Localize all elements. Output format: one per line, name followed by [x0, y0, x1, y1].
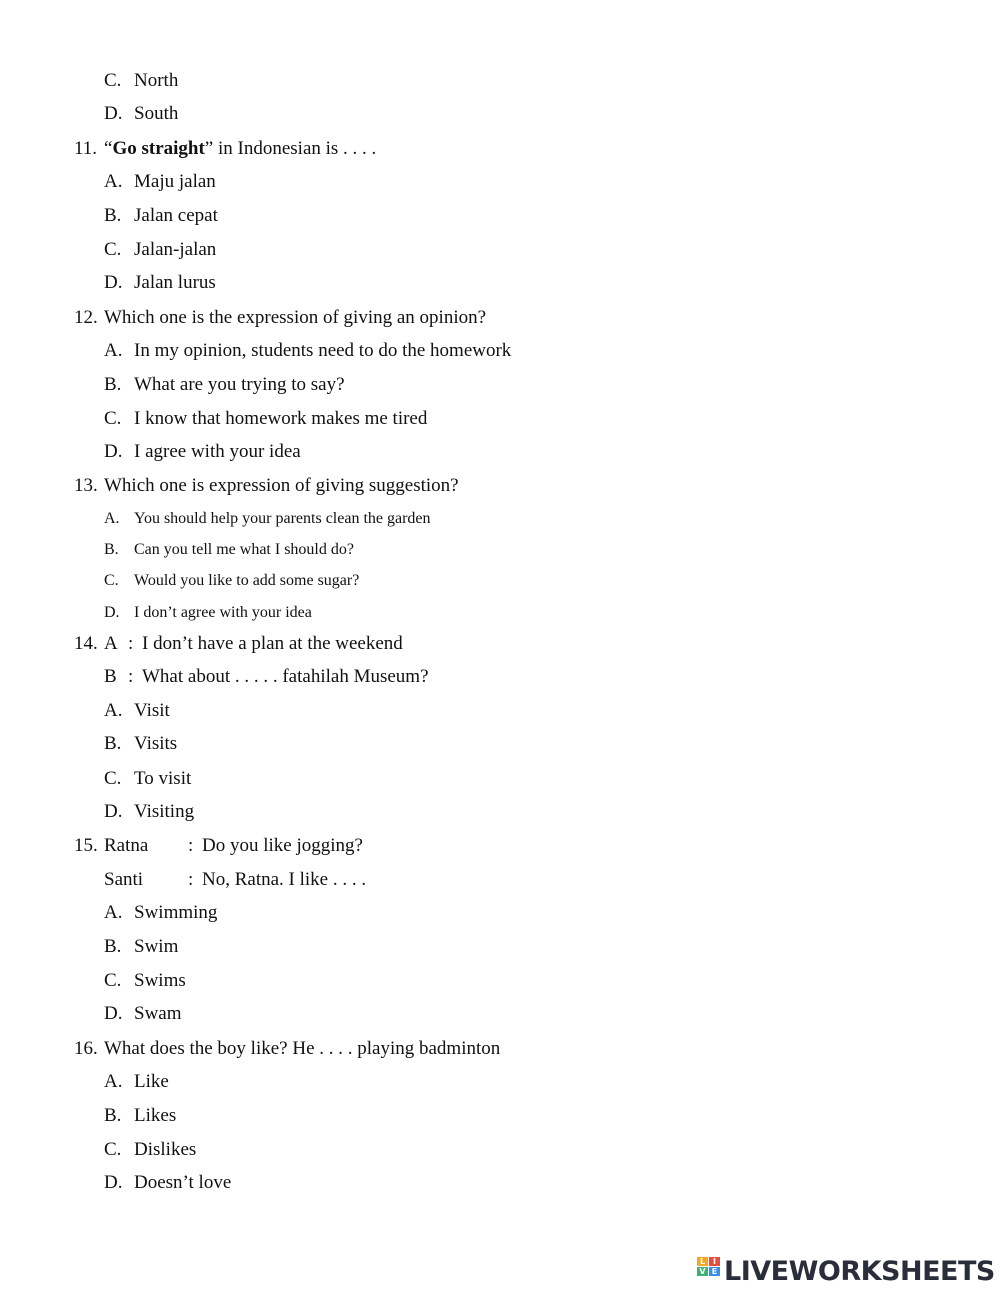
q13-option-c: C. Would you like to add some sugar?: [104, 572, 360, 589]
q15-dialogue-ratna: 15. Ratna : Do you like jogging?: [74, 835, 363, 856]
q12-option-a: A. In my opinion, students need to do the homework: [104, 340, 512, 361]
q16-option-b: B. Likes: [104, 1105, 177, 1126]
q15-option-c: C. Swims: [104, 970, 186, 991]
liveworksheets-logo: [697, 1256, 995, 1286]
liveworksheets-logo-icon: [697, 1257, 720, 1286]
q15-option-b: B. Swim: [104, 936, 179, 957]
q12-option-d: D. I agree with your idea: [104, 441, 301, 462]
q14-option-a: A. Visit: [104, 700, 170, 721]
logo-icon-e: E: [709, 1267, 720, 1276]
q11-option-b: B. Jalan cepat: [104, 205, 218, 226]
q10-option-c: C. North: [104, 70, 179, 91]
q12-question: 12. Which one is the expression of giving an opinion?: [74, 307, 487, 328]
q11-option-d: D. Jalan lurus: [104, 272, 216, 293]
q15-option-d: D. Swam: [104, 1003, 182, 1024]
logo-icon-l: L: [697, 1257, 708, 1266]
q16-option-c: C. Dislikes: [104, 1139, 197, 1160]
q13-question: 13. Which one is expression of giving suggestion?: [74, 475, 459, 496]
logo-text: LIVEWORKSHEETS: [724, 1255, 995, 1287]
q11-question: 11. “Go straight” in Indonesian is . . . .: [74, 138, 377, 159]
q13-option-b: B. Can you tell me what I should do?: [104, 541, 354, 558]
q14-option-c: C. To visit: [104, 768, 192, 789]
q14-option-d: D. Visiting: [104, 801, 195, 822]
q15-dialogue-santi: Santi : No, Ratna. I like . . . .: [104, 869, 367, 890]
logo-icon-v: V: [697, 1267, 708, 1276]
q13-option-d: D. I don’t agree with your idea: [104, 604, 312, 621]
q14-option-b: B. Visits: [104, 733, 178, 754]
q14-dialogue-b: B : What about . . . . . fatahilah Museum?: [104, 666, 429, 687]
q11-option-c: C. Jalan-jalan: [104, 239, 217, 260]
q10-option-d: D. South: [104, 103, 179, 124]
q14-dialogue-a: 14. A : I don’t have a plan at the weekend: [74, 633, 403, 654]
q15-option-a: A. Swimming: [104, 902, 218, 923]
q11-option-a: A. Maju jalan: [104, 171, 216, 192]
q12-option-c: C. I know that homework makes me tired: [104, 408, 428, 429]
q13-option-a: A. You should help your parents clean the garden: [104, 510, 431, 527]
q16-question: 16. What does the boy like? He . . . . playing badminton: [74, 1038, 501, 1059]
logo-icon-i: I: [709, 1257, 720, 1266]
q16-option-a: A. Like: [104, 1071, 169, 1092]
q16-option-d: D. Doesn’t love: [104, 1172, 232, 1193]
q12-option-b: B. What are you trying to say?: [104, 374, 345, 395]
